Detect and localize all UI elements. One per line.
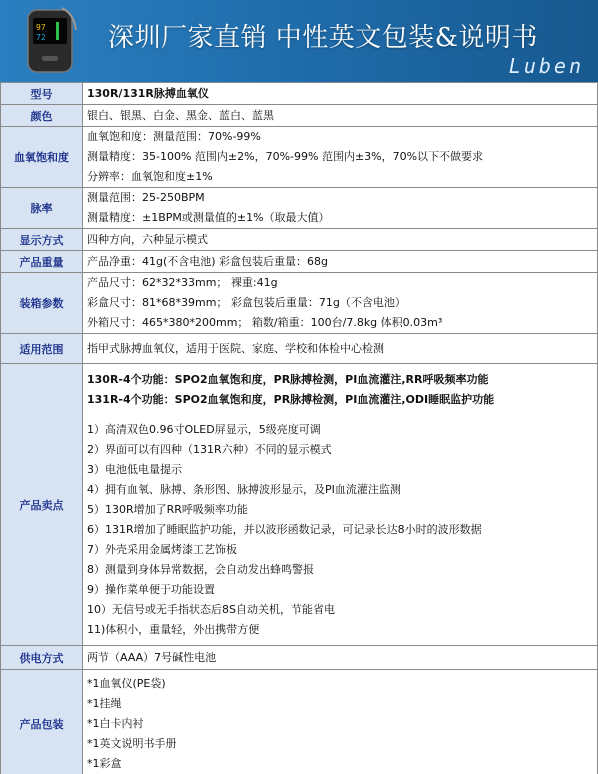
label-power: 供电方式 [1,646,83,670]
pulse-line-accuracy: 测量精度：±1BPM或测量值的±1%（取最大值） [87,211,330,224]
value-display [83,229,598,251]
scope-line: 指甲式脉搏血氧仪，适用于医院、家庭、学校和体检中心检测 [87,341,384,355]
feature-intro-131r: 131R-4个功能：SPO2血氧饱和度，PR脉搏检测，PI血流灌注,ODI睡眠监护功能 [87,392,495,406]
label-color: 颜色 [1,105,83,127]
label-spo2: 血氧饱和度 [1,127,83,188]
feature-item-9: 9）操作菜单便于功能设置 [87,582,215,596]
feature-item-6: 6）131R增加了睡眠监护功能，并以波形函数记录，可记录长达8小时的波形数据 [87,522,482,536]
label-packing: 装箱参数 [1,273,83,334]
value-color [83,105,598,127]
packing-line-giftbox: 彩盒尺寸：81*68*39mm； 彩盒包装后重量：71g（不含电池） [87,296,406,309]
feature-item-10: 10）无信号或无手指状态后8S自动关机，节能省电 [87,602,335,616]
svg-text:97: 97 [36,23,46,32]
brand-logo: Luben [508,54,584,78]
package-item-2: *1挂绳 [87,696,122,710]
color-line: 银白、银黑、白金、黑金、蓝白、蓝黑 [87,108,274,122]
label-pulse: 脉率 [1,188,83,229]
row-color [1,105,598,127]
package-item-1: *1血氧仪(PE袋) [87,676,166,690]
model-line: 130R/131R脉搏血氧仪 [87,86,209,100]
row-spo2 [1,127,598,188]
packing-line-product: 产品尺寸：62*32*33mm； 裸重:41g [87,276,278,289]
packing-line-carton: 外箱尺寸：465*380*200mm； 箱数/箱重：100台/7.8kg 体积0.03m³ [87,316,443,329]
value-spo2 [83,127,598,188]
value-package [83,670,598,774]
row-features [1,364,598,646]
display-line: 四种方向，六种显示模式 [87,232,208,246]
label-model: 型号 [1,83,83,105]
feature-item-7: 7）外壳采用金属烤漆工艺饰板 [87,542,237,556]
spo2-line-accuracy: 测量精度：35-100% 范围内±2%，70%-99% 范围内±3%，70%以下不做要求 [87,150,484,163]
label-display: 显示方式 [1,229,83,251]
feature-item-5: 5）130R增加了RR呼吸频率功能 [87,502,248,516]
spo2-line-resolution: 分辨率：血氧饱和度±1% [87,170,213,183]
header-banner [0,0,598,82]
feature-item-11: 11)体积小，重量轻，外出携带方便 [87,622,260,636]
feature-item-2: 2）界面可以有四种（131R六种）不同的显示模式 [87,442,332,456]
row-power [1,646,598,670]
feature-item-1: 1）高清双色0.96寸OLED屏显示，5级亮度可调 [87,422,321,436]
weight-line: 产品净重：41g(不含电池) 彩盒包装后重量：68g [87,254,329,268]
value-weight [83,251,598,273]
feature-intro-130r: 130R-4个功能：SPO2血氧饱和度，PR脉搏检测，PI血流灌注,RR呼吸频率功能 [87,372,489,386]
package-item-5: *1彩盒 [87,756,122,770]
feature-spacer [87,410,593,420]
row-pulse [1,188,598,229]
svg-text:72: 72 [36,33,46,42]
package-item-3: *1白卡内衬 [87,716,144,730]
feature-item-4: 4）拥有血氧、脉搏、条形图、脉搏波形显示，及PI血流灌注监测 [87,482,401,496]
value-features [83,364,598,646]
power-line: 两节（AAA）7号碱性电池 [87,650,217,664]
value-power [83,646,598,670]
label-package: 产品包装 [1,670,83,774]
spec-table [0,82,598,774]
spo2-line-range: 血氧饱和度：测量范围：70%-99% [87,130,261,143]
row-weight [1,251,598,273]
oximeter-product-image [22,4,80,76]
row-display [1,229,598,251]
label-scope: 适用范围 [1,334,83,364]
row-model [1,83,598,105]
feature-item-3: 3）电池低电量提示 [87,462,182,476]
value-scope [83,334,598,364]
label-weight: 产品重量 [1,251,83,273]
value-packing [83,273,598,334]
banner-title: 深圳厂家直销 中性英文包装&说明书 [108,23,538,53]
package-item-4: *1英文说明书手册 [87,736,177,750]
row-packing [1,273,598,334]
pulse-line-range: 测量范围：25-250BPM [87,191,205,204]
value-pulse [83,188,598,229]
row-scope [1,334,598,364]
feature-item-8: 8）测量到身体异常数据，会自动发出蜂鸣警报 [87,562,314,576]
label-features: 产品卖点 [1,364,83,646]
row-package [1,670,598,774]
value-model [83,83,598,105]
